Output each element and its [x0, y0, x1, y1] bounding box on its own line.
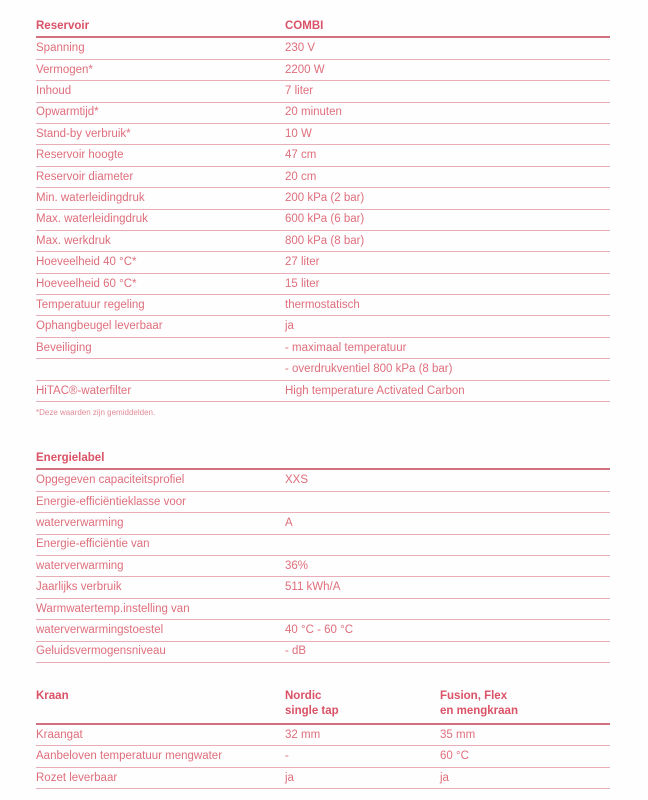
- table-row: [36, 60, 610, 81]
- row-value-fusion-flex: 60 °C: [440, 750, 469, 763]
- table-row: [36, 274, 610, 295]
- row-value: 27 liter: [285, 256, 320, 269]
- kraan-column-header-nordic: Nordic single tap: [285, 689, 339, 718]
- row-value: High temperature Activated Carbon: [285, 384, 465, 397]
- row-value-nordic: ja: [285, 771, 294, 784]
- table-row: [36, 577, 610, 598]
- row-label: Opgegeven capaciteitsprofiel: [36, 474, 185, 487]
- row-label: waterverwarmingstoestel: [36, 624, 164, 637]
- row-label: Max. waterleidingdruk: [36, 213, 148, 226]
- row-label: Warmwatertemp.instelling van: [36, 602, 190, 615]
- reservoir-section: [36, 17, 610, 420]
- reservoir-column-header: COMBI: [285, 20, 324, 33]
- row-value: ja: [285, 320, 294, 333]
- row-value: 230 V: [285, 42, 316, 55]
- row-value: 7 liter: [285, 85, 314, 98]
- table-row: [36, 103, 610, 124]
- row-label: Spanning: [36, 42, 85, 55]
- table-row: [36, 316, 610, 337]
- row-value: 511 kWh/A: [285, 581, 341, 594]
- table-row: [36, 492, 610, 513]
- row-value: 15 liter: [285, 277, 320, 290]
- row-label: Max. werkdruk: [36, 234, 111, 247]
- row-value: 40 °C - 60 °C: [285, 624, 354, 637]
- row-label: Jaarlijks verbruik: [36, 581, 122, 594]
- energielabel-section: [36, 449, 610, 663]
- row-label: Aanbeloven temperatuur mengwater: [36, 750, 223, 763]
- row-label: Vermogen*: [36, 63, 93, 76]
- table-row: [36, 295, 610, 316]
- row-label: Reservoir hoogte: [36, 149, 124, 162]
- row-label: waterverwarming: [36, 517, 124, 530]
- row-label: Stand-by verbruik*: [36, 127, 131, 140]
- table-row: [36, 620, 610, 641]
- row-label: Hoeveelheid 60 °C*: [36, 277, 137, 290]
- table-row: [36, 210, 610, 231]
- row-label: Energie-efficiëntie van: [36, 538, 150, 551]
- row-label: Temperatuur regeling: [36, 298, 145, 311]
- row-value: A: [285, 517, 293, 530]
- row-label: Reservoir diameter: [36, 170, 134, 183]
- row-label: Inhoud: [36, 85, 72, 98]
- table-row: [36, 338, 610, 359]
- table-row: [36, 188, 610, 209]
- table-row: [36, 381, 610, 402]
- table-row: [36, 746, 610, 767]
- row-label: Min. waterleidingdruk: [36, 192, 145, 204]
- kraan-section-title: Kraan: [36, 689, 69, 702]
- table-row: [36, 359, 610, 380]
- row-value: - overdrukventiel 800 kPa (8 bar): [285, 363, 453, 376]
- row-value: 200 kPa (2 bar): [285, 192, 365, 204]
- row-value: 20 cm: [285, 170, 317, 183]
- row-value-nordic: -: [285, 750, 289, 763]
- row-value-fusion-flex: ja: [440, 771, 449, 784]
- reservoir-rows: [36, 38, 610, 402]
- table-row: [36, 725, 610, 746]
- row-label: Beveiliging: [36, 341, 92, 354]
- footnote: *Deze waarden zijn gemiddelden.: [36, 408, 156, 418]
- table-row: [36, 167, 610, 188]
- row-value: 800 kPa (8 bar): [285, 234, 365, 247]
- row-label: Hoeveelheid 40 °C*: [36, 256, 137, 269]
- kraan-rows: [36, 725, 610, 789]
- row-value: 20 minuten: [285, 106, 342, 119]
- table-row: [36, 252, 610, 273]
- row-label: waterverwarming: [36, 559, 124, 572]
- row-value-fusion-flex: 35 mm: [440, 728, 476, 741]
- reservoir-header-row: [36, 17, 610, 38]
- row-value: 10 W: [285, 127, 312, 140]
- row-value: - maximaal temperatuur: [285, 341, 407, 354]
- table-row: [36, 599, 610, 620]
- energielabel-section-title: Energielabel: [36, 452, 105, 465]
- row-label: Energie-efficiëntieklasse voor: [36, 495, 187, 508]
- row-value: XXS: [285, 474, 309, 487]
- table-row: [36, 124, 610, 145]
- row-value: thermostatisch: [285, 298, 360, 311]
- table-row: [36, 470, 610, 491]
- energielabel-header-row: [36, 449, 610, 470]
- row-label: Ophangbeugel leverbaar: [36, 320, 163, 333]
- reservoir-section-title: Reservoir: [36, 20, 90, 33]
- row-label: Geluidsvermogensniveau: [36, 645, 166, 658]
- table-row: [36, 38, 610, 59]
- kraan-header-row: [36, 687, 610, 725]
- row-value: - dB: [285, 645, 307, 658]
- table-row: [36, 535, 610, 556]
- table-row: [36, 642, 610, 663]
- row-label: HiTAC®-waterfilter: [36, 384, 132, 397]
- table-row: [36, 231, 610, 252]
- row-label: Rozet leverbaar: [36, 771, 118, 784]
- row-value: 36%: [285, 559, 309, 572]
- row-value: 2200 W: [285, 63, 325, 76]
- kraan-column-header-fusion-flex: Fusion, Flex en mengkraan: [440, 689, 518, 718]
- table-row: [36, 81, 610, 102]
- row-label: Opwarmtijd*: [36, 106, 99, 119]
- row-label: Kraangat: [36, 728, 83, 741]
- table-row: [36, 513, 610, 534]
- energielabel-rows: [36, 470, 610, 663]
- row-value: 600 kPa (6 bar): [285, 213, 365, 226]
- table-row: [36, 556, 610, 577]
- row-value: 47 cm: [285, 149, 317, 162]
- table-row: [36, 768, 610, 789]
- row-value-nordic: 32 mm: [285, 728, 321, 741]
- kraan-section: [36, 687, 610, 789]
- table-row: [36, 145, 610, 166]
